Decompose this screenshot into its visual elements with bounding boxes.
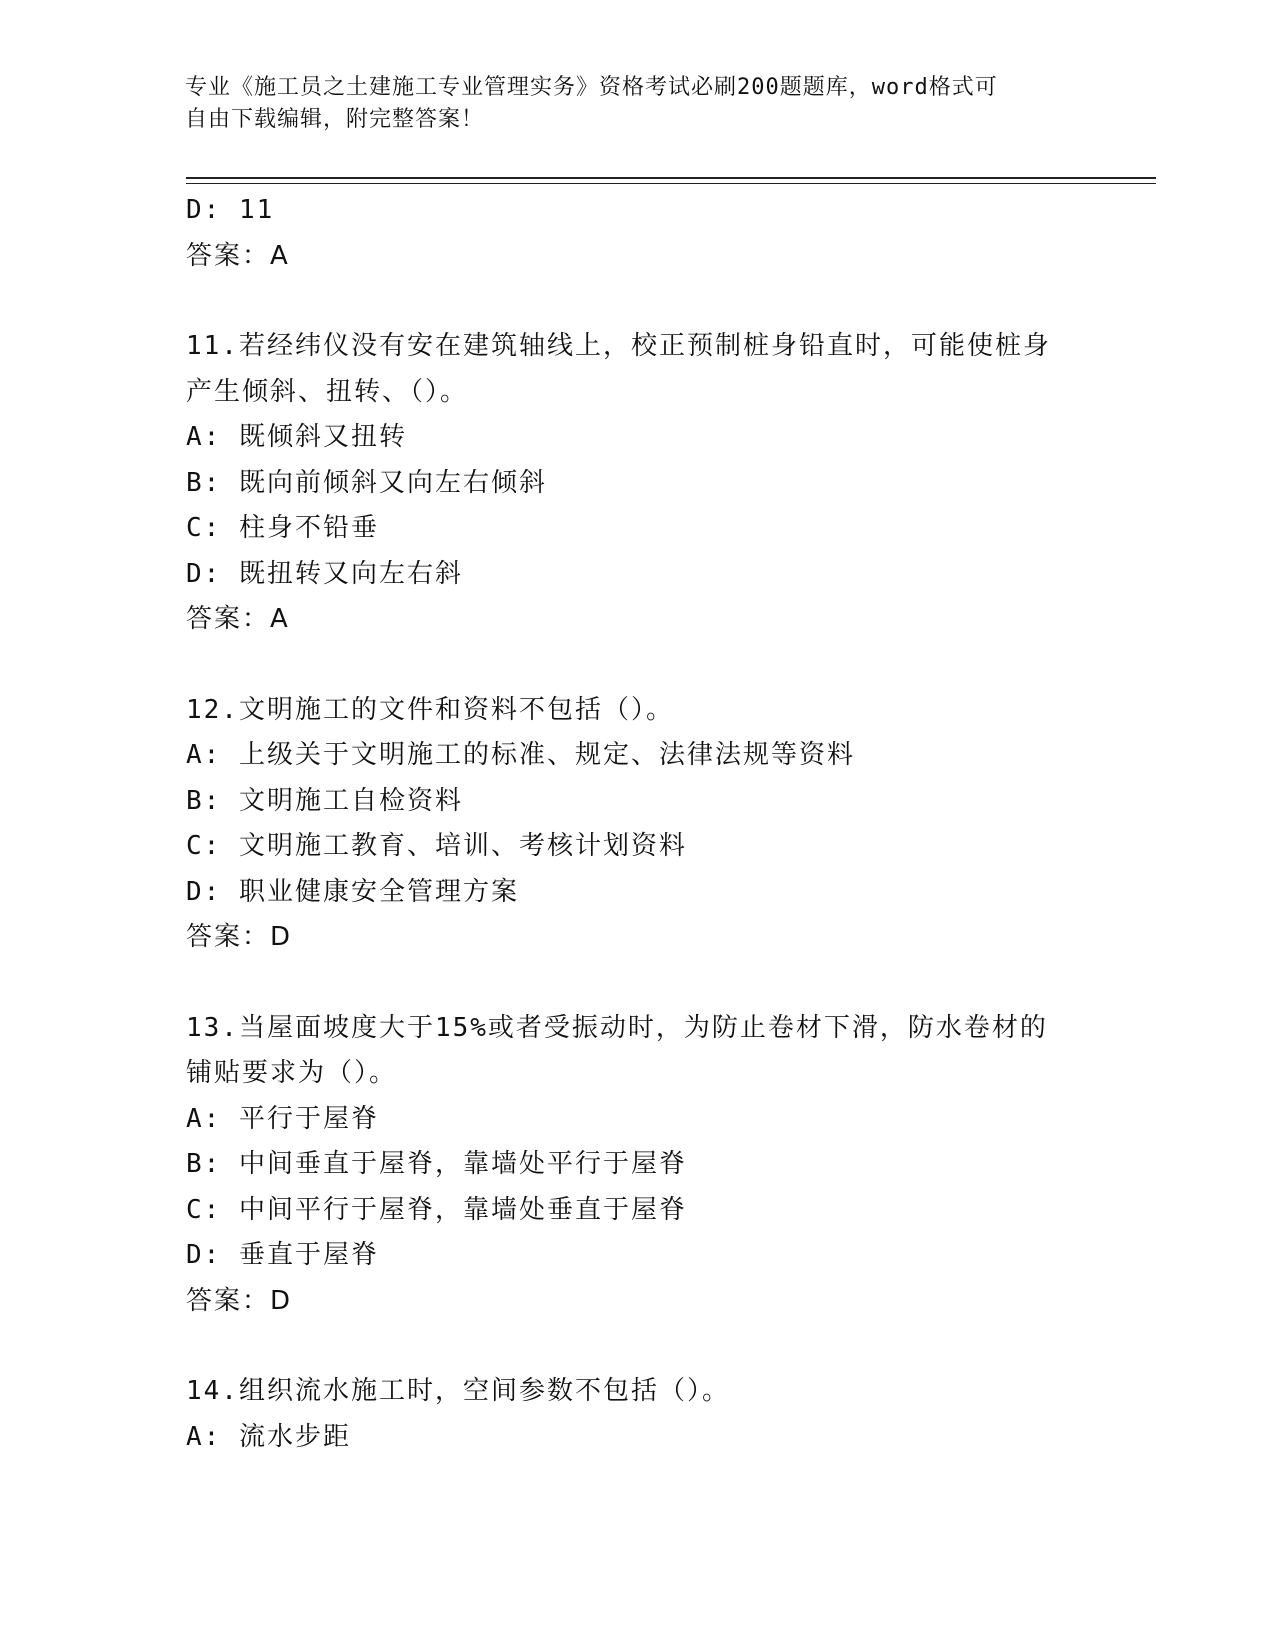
option-d: D: 既扭转又向左右斜 [186, 558, 463, 589]
question-11 [186, 324, 1136, 643]
question-text: 11.若经纬仪没有安在建筑轴线上，校正预制桩身铅直时，可能使桩身 [186, 331, 1051, 361]
header-rule-thin [186, 183, 1156, 184]
question-text: 产生倾斜、扭转、（）。 [186, 376, 469, 407]
option-a: A: 上级关于文明施工的标准、规定、法律法规等资料 [186, 740, 855, 770]
spacer [186, 643, 1136, 688]
option-c: C: 中间平行于屋脊，靠墙处垂直于屋脊 [186, 1194, 687, 1225]
question-14 [186, 1369, 1136, 1460]
spacer [186, 1324, 1136, 1369]
question-text: 13.当屋面坡度大于15%或者受振动时，为防止卷材下滑，防水卷材的 [186, 1012, 1048, 1043]
option-d: D: 垂直于屋脊 [186, 1240, 379, 1270]
answer: 答案：D [186, 1285, 293, 1316]
prev-answer: 答案：A [186, 240, 290, 271]
header-line-1: 专业《施工员之土建施工专业管理实务》资格考试必刷200题题库，word格式可 [185, 75, 998, 100]
header-line-2: 自由下载编辑，附完整答案！ [185, 107, 485, 132]
spacer [186, 279, 1136, 324]
option-b: B: 中间垂直于屋脊，靠墙处平行于屋脊 [186, 1149, 687, 1179]
option-c: C: 文明施工教育、培训、考核计划资料 [186, 831, 687, 861]
document-header [185, 72, 1085, 136]
header-rule-thick [186, 177, 1156, 179]
option-a: A: 平行于屋脊 [186, 1103, 379, 1134]
option-b: B: 文明施工自检资料 [186, 785, 463, 816]
spacer [186, 961, 1136, 1006]
option-c: C: 柱身不铅垂 [186, 513, 379, 543]
answer: 答案：A [186, 604, 290, 634]
prev-option-d: D: 11 [186, 195, 275, 225]
question-list [186, 188, 1136, 1460]
question-12 [186, 688, 1136, 961]
option-a: A: 既倾斜又扭转 [186, 422, 407, 452]
question-13 [186, 1006, 1136, 1325]
question-text: 14.组织流水施工时，空间参数不包括（）。 [186, 1376, 730, 1406]
option-d: D: 职业健康安全管理方案 [186, 876, 519, 907]
option-b: B: 既向前倾斜又向左右倾斜 [186, 467, 547, 498]
answer: 答案：D [186, 922, 293, 952]
option-a: A: 流水步距 [186, 1421, 351, 1452]
question-text: 铺贴要求为（）。 [186, 1058, 398, 1088]
question-text: 12.文明施工的文件和资料不包括（）。 [186, 694, 674, 725]
